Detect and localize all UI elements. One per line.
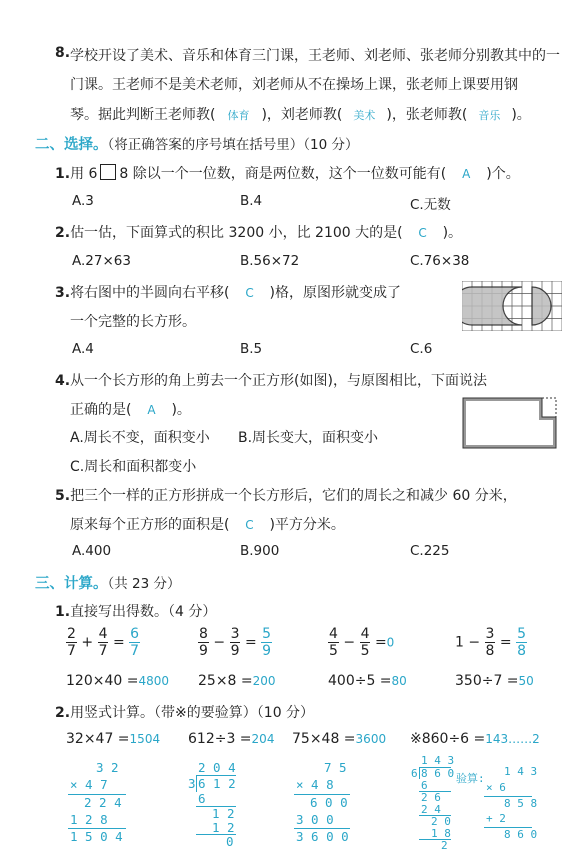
c4-opt-b: B.周长变大，面积变小 (238, 430, 379, 446)
fraction-expr-3: $\frac{4}{5}$ − $\frac{4}{5}$ =0 (329, 626, 395, 659)
vertical-expr-2: 612÷3 =204 (188, 731, 275, 747)
cut-rectangle-figure (462, 397, 557, 449)
vertical-expr-3: 75×48 =3600 (292, 731, 387, 747)
c2-opt-a: A.27×63 (72, 253, 131, 269)
section-3-heading: 三、计算。（共 23 分） (35, 576, 181, 592)
c2-opt-b: B.56×72 (240, 253, 300, 269)
choice-5-line2: 原来每个正方形的面积是( C )平方分米。 (70, 517, 345, 533)
grid-semicircle-figure (462, 281, 562, 331)
choice-3: 3.将右图中的半圆向右平移( C )格，原图形就变成了 (55, 285, 401, 301)
c4-opt-c: C.周长和面积都变小 (70, 459, 197, 475)
choice-2-answer: C (418, 226, 427, 240)
choice-3-answer: C (245, 286, 254, 300)
c5-opt-c: C.225 (410, 543, 450, 559)
choice-5-answer: C (245, 518, 254, 532)
vertical-expr-4: ※860÷6 =143……2 (410, 731, 540, 747)
choice-5: 5.把三个一样的正方形拼成一个长方形后，它们的周长之和减少 60 分米， (55, 488, 517, 504)
c5-opt-a: A.400 (72, 543, 112, 559)
fraction-expr-2: $\frac{8}{9}$ − $\frac{3}{9}$ = $\frac{5}{9}$ (199, 626, 272, 659)
c3-opt-c: C.6 (410, 341, 433, 357)
choice-1: 1.用 6 8 除以一个一位数，商是两位数，这个一位数可能有( A )个。 (55, 166, 520, 182)
q8-line1: 学校开设了美术、音乐和体育三门课，王老师、刘老师、张老师分别教其中的一 (70, 48, 560, 64)
choice-4-line2: 正确的是( A )。 (70, 402, 191, 418)
q8-line2: 门课。王老师不是美术老师，刘老师从不在操场上课，张老师上课要用钢 (70, 77, 518, 93)
calc-expr-8: 350÷7 =50 (455, 673, 534, 689)
calc-2-title: 2.用竖式计算。（带※的要验算）（10 分） (55, 705, 315, 721)
q8-number: 8. (55, 45, 71, 61)
fraction-expr-1: $\frac{2}{7}$ + $\frac{4}{7}$ = $\frac{6}{7}$ (67, 626, 140, 659)
answer-liu: 美术 (353, 109, 376, 122)
answer-zhang: 音乐 (478, 109, 501, 122)
q8-line3: 琴。据此判断王老师教( 体育 )，刘老师教( 美术 )，张老师教( 音乐 )。 (70, 107, 531, 123)
answer-wang: 体育 (227, 109, 250, 122)
vertical-expr-1: 32×47 =1504 (66, 731, 161, 747)
c1-opt-a: A.3 (72, 193, 94, 209)
choice-3-line2: 一个完整的长方形。 (70, 314, 196, 330)
c3-opt-b: B.5 (240, 341, 263, 357)
calc-expr-7: 400÷5 =80 (328, 673, 407, 689)
calc-expr-5: 120×40 =4800 (66, 673, 169, 689)
choice-1-answer: A (462, 167, 471, 181)
choice-4-answer: A (147, 403, 156, 417)
c3-opt-a: A.4 (72, 341, 94, 357)
blank-box (100, 164, 116, 180)
c2-opt-c: C.76×38 (410, 253, 470, 269)
c1-opt-b: B.4 (240, 193, 263, 209)
choice-2: 2.估一估，下面算式的积比 3200 小，比 2100 大的是( C )。 (55, 225, 463, 241)
c5-opt-b: B.900 (240, 543, 280, 559)
choice-4: 4.从一个长方形的角上剪去一个正方形(如图)，与原图相比，下面说法 (55, 373, 487, 389)
c1-opt-c: C.无数 (410, 197, 451, 213)
section-2-heading: 二、选择。（将正确答案的序号填在括号里）（10 分） (35, 137, 359, 153)
c4-opt-a: A.周长不变，面积变小 (70, 430, 210, 446)
fraction-expr-4: 1 − $\frac{3}{8}$ = $\frac{5}{8}$ (455, 626, 527, 659)
calc-1-title: 1.直接写出得数。（4 分） (55, 604, 217, 620)
calc-expr-6: 25×8 =200 (198, 673, 276, 689)
